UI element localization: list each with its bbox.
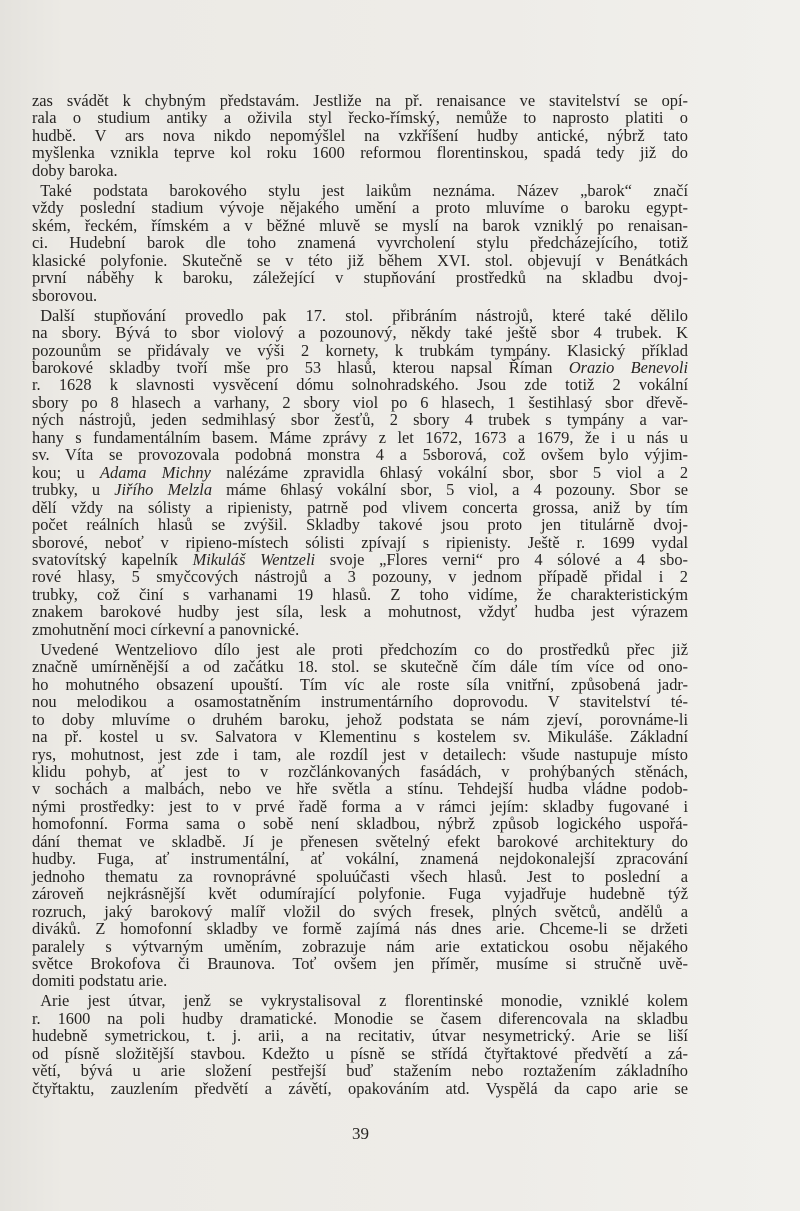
text-run: značně umírněnější a od začátku 18. stol. se skutečně čím dále tím více od ono-	[32, 657, 688, 677]
text-run: ci. Hudební barok dle toho znamená vyvrcholení stylu předcházejícího, totiž	[32, 233, 688, 253]
text-line	[32, 693, 688, 710]
text-line	[32, 850, 688, 867]
text-line	[32, 342, 688, 359]
text-line	[32, 464, 688, 481]
page-number: 39	[352, 1124, 369, 1143]
text-line	[32, 234, 688, 251]
paragraph	[32, 641, 688, 990]
text-run: ho mohutného obsazení upouští. Tím víc ale roste síla vnitřní, způsobená jadr-	[32, 674, 688, 694]
text-line	[32, 411, 688, 428]
text-line	[32, 798, 688, 815]
text-line	[32, 269, 688, 286]
paragraph	[32, 992, 688, 1097]
text-run: svatovítský kapelník	[32, 549, 193, 569]
text-run: nalézáme zpravidla 6hlasý vokální sbor, sbor 5 viol a 2	[210, 462, 689, 482]
text-line	[32, 534, 688, 551]
text-line	[32, 1010, 688, 1027]
paragraph	[32, 182, 688, 304]
text-run: r. 1628 k slavnosti vysvěcení dómu solnohradského. Jsou zde totiž 2 vokální	[32, 375, 688, 395]
text-run: diváků. Z homofonní skladby ve formě zajímá nás dnes arie. Chceme-li se držeti	[32, 919, 688, 939]
text-line	[32, 833, 688, 850]
text-line	[32, 109, 688, 126]
text-line	[32, 127, 688, 144]
text-line	[32, 446, 688, 463]
text-run: rys, mohutnost, jest zde i tam, ale rozdíl jest v detailech: všude nastupuje místo	[32, 744, 688, 764]
text-run: ných nástrojů, jeden sedmihlasý sbor žesťů, 2 sbory 4 trubek s tympány a var-	[32, 410, 688, 430]
text-line	[32, 359, 688, 376]
text-run: sv. Víta se provozovala podobná monstra 4 a 5sborová, což ovšem bylo výjim-	[32, 445, 688, 465]
text-run: paralely s výtvarným uměním, zobrazuje nám arie extatickou osobu nějakého	[32, 936, 688, 956]
text-line	[32, 551, 688, 568]
text-run: rala o studium antiky a oživila styl řecko-římský, nemůže to naprosto platiti o	[32, 108, 688, 128]
text-run: hudby. Fuga, ať instrumentální, ať vokální, znamená nejdokonalejší zpracování	[32, 849, 688, 869]
paragraph	[32, 92, 688, 179]
text-line	[32, 746, 688, 763]
text-run: klasické polyfonie. Skutečně se v této již během XVI. stol. objevují v Benátkách	[32, 250, 688, 270]
text-run: svoje „Flores verni“ pro 4 sólové a 4 sbo-	[315, 549, 688, 569]
text-line	[32, 199, 688, 216]
text-line	[32, 376, 688, 393]
text-run: r. 1600 na poli hudby dramatické. Monodie se časem diferencovala na skladbu	[32, 1008, 688, 1028]
text-run: doby baroka.	[32, 160, 118, 180]
text-line	[32, 780, 688, 797]
text-line	[32, 287, 688, 304]
text-run: vždy poslední stadium vývoje nějakého umění a proto mluvíme o baroku egypt-	[32, 198, 688, 218]
text-run: nými prostředky: jest to v prvé řadě forma a v rámci jejím: skladby fugované i	[32, 796, 688, 816]
text-run: homofonní. Forma sama o sobě není skladbou, nýbrž způsob logického uspořá-	[32, 814, 688, 834]
text-run: zas svádět k chybným představám. Jestliže na př. renaisance ve stavitelství se opí-	[32, 91, 688, 110]
text-line	[32, 307, 688, 324]
text-line	[32, 1080, 688, 1097]
italic-name: Orazio Benevoli	[568, 357, 688, 377]
text-line	[32, 217, 688, 234]
text-line	[32, 162, 688, 179]
text-line	[32, 394, 688, 411]
text-run: zmohutnění moci církevní a panovnické.	[32, 619, 300, 639]
text-run: dělí vždy na sólisty a ripienisty, patrně pod vlivem concerta grossa, aniž by tím	[32, 497, 688, 517]
italic-name: Mikuláš Wentzeli	[192, 549, 316, 569]
text-line	[32, 429, 688, 446]
text-run: trubky, u	[32, 480, 115, 500]
text-line	[32, 1062, 688, 1079]
text-run: na sbory. Bývá to sbor violový a pozounový, někdy také ještě sbor 4 trubek. K	[32, 323, 688, 343]
text-run: sbory po 8 hlasech a varhany, 2 sbory viol po 6 hlasech, 1 šestihlasý sbor dřevě-	[32, 392, 688, 412]
text-line	[32, 603, 688, 620]
text-run: myšlenka vznikla teprve kol roku 1600 reformou florentinskou, spadá tedy již do	[32, 143, 688, 163]
text-line	[32, 92, 688, 109]
text-run: ském, řeckém, římském a v běžné mluvě se myslí na barok vzniklý po renaisan-	[32, 215, 688, 235]
text-line	[32, 728, 688, 745]
text-run: čtyřtaktu, zauzlením předvětí a závětí, opakováním atd. Vyspělá da capo arie se	[32, 1078, 688, 1098]
text-run: barokové skladby tvoří mše pro 53 hlasů, kterou napsal Říman	[32, 357, 569, 377]
text-run: sborové, neboť v ripieno-místech sólisti zpívají s ripienisty. Ještě r. 1699 vydal	[32, 532, 688, 552]
text-run: znakem barokové hudby jest síla, lesk a mohutnost, vždyť hudba jest výrazem	[32, 602, 688, 622]
text-line	[32, 920, 688, 937]
text-line	[32, 1045, 688, 1062]
text-run: to doby mluvíme o druhém baroku, jehož podstata se nám zjeví, porovnáme-li	[32, 709, 688, 729]
italic-name: Adama Michny	[99, 462, 211, 482]
text-line	[32, 516, 688, 533]
text-line	[32, 658, 688, 675]
text-line	[32, 144, 688, 161]
text-line	[32, 815, 688, 832]
text-line	[32, 621, 688, 638]
text-line	[32, 903, 688, 920]
text-run: jednoho thematu za rovnoprávné spoluúčasti všech hlasů. Jest to poslední a	[32, 866, 688, 886]
text-line	[32, 499, 688, 516]
text-line	[32, 586, 688, 603]
text-run: Uvedené Wentzeliovo dílo jest ale proti předchozím co do prostředků přec již	[32, 639, 688, 659]
text-run: rozruch, jaký barokový malíř vložil do svých fresek, plných světců, andělů a	[32, 901, 688, 921]
text-line	[32, 972, 688, 989]
text-run: od písně složitější stavbou. Kdežto u písně se střídá čtyřtaktové předvětí a zá-	[32, 1043, 688, 1063]
paragraph	[32, 307, 688, 639]
text-line	[32, 763, 688, 780]
text-run: trubky, což činí s varhanami 19 hlasů. Z toho vidíme, že charakteristickým	[32, 584, 688, 604]
text-line	[32, 711, 688, 728]
text-line	[32, 641, 688, 658]
text-run: domiti podstatu arie.	[32, 971, 168, 991]
text-run: Další stupňování provedlo pak 17. stol. přibráním nástrojů, které také dělilo	[32, 305, 688, 325]
text-run: první náběhy k baroku, záležející v stupňování prostředků na skladbu dvoj-	[32, 268, 688, 288]
text-run: v sochách a malbách, nebo ve hře světla a stínu. Tehdejší hudba vládne podob-	[32, 779, 688, 799]
text-line	[32, 252, 688, 269]
text-run: hudbě. V ars nova nikdo nepomýšlel na vzkříšení hudby antické, nýbrž tato	[32, 125, 688, 145]
text-run: hany s fundamentálním basem. Máme zprávy z let 1672, 1673 a 1679, že i u nás u	[32, 427, 688, 447]
text-run: nou melodikou a osamostatněním instrumentárního doprovodu. V stavitelství té-	[32, 692, 688, 712]
text-run: pozounům se přidávaly ve výši 2 kornety, k trubkám tympány. Klasický příklad	[32, 340, 688, 360]
text-run: větí, bývá u arie složení pestřejší buď stažením nebo roztažením základního	[32, 1061, 688, 1081]
text-run: Arie jest útvar, jenž se vykrystalisoval z florentinské monodie, vzniklé kolem	[32, 991, 688, 1011]
italic-name: Jiřího Melzla	[114, 480, 213, 500]
text-line	[32, 182, 688, 199]
text-run: dání themat ve skladbě. Jí je přenesen světelný efekt barokové architektury do	[32, 831, 688, 851]
text-line	[32, 885, 688, 902]
text-line	[32, 324, 688, 341]
text-run: zároveň nejkrásnější květ odumírající polyfonie. Fuga vyjadřuje hudebně týž	[32, 884, 688, 904]
text-line	[32, 992, 688, 1009]
text-line	[32, 676, 688, 693]
text-run: počet reálních hlasů se zvýšil. Skladby takové jsou proto jen titulárně dvoj-	[32, 515, 688, 535]
text-run: klidu pohyb, ať jest to v rozčlánkovaných fasádách, v prohýbaných stěnách,	[32, 762, 688, 781]
text-run: rové hlasy, 5 smyčcových nástrojů a 3 pozouny, v jednom případě přidal i 2	[32, 567, 688, 587]
text-line	[32, 868, 688, 885]
text-line	[32, 481, 688, 498]
body-text	[32, 92, 688, 1100]
text-line	[32, 1027, 688, 1044]
text-run: na př. kostel u sv. Salvatora v Klementinu s kostelem sv. Mikuláše. Základní	[32, 727, 688, 747]
text-run: světce Brokofova či Braunova. Toť ovšem jen příměr, musíme si stručně uvě-	[32, 953, 688, 973]
text-run: máme 6hlasý vokální sbor, 5 viol, a 4 pozouny. Sbor se	[212, 480, 689, 500]
text-run: sborovou.	[32, 285, 98, 305]
text-line	[32, 955, 688, 972]
text-line	[32, 568, 688, 585]
text-run: Také podstata barokového stylu jest laikům neznáma. Název „barok“ značí	[32, 180, 688, 200]
text-run: kou; u	[32, 462, 100, 482]
text-run: hudebně symetrickou, t. j. arii, a na recitativ, útvar nesymetrický. Arie se liší	[32, 1026, 688, 1046]
text-line	[32, 938, 688, 955]
